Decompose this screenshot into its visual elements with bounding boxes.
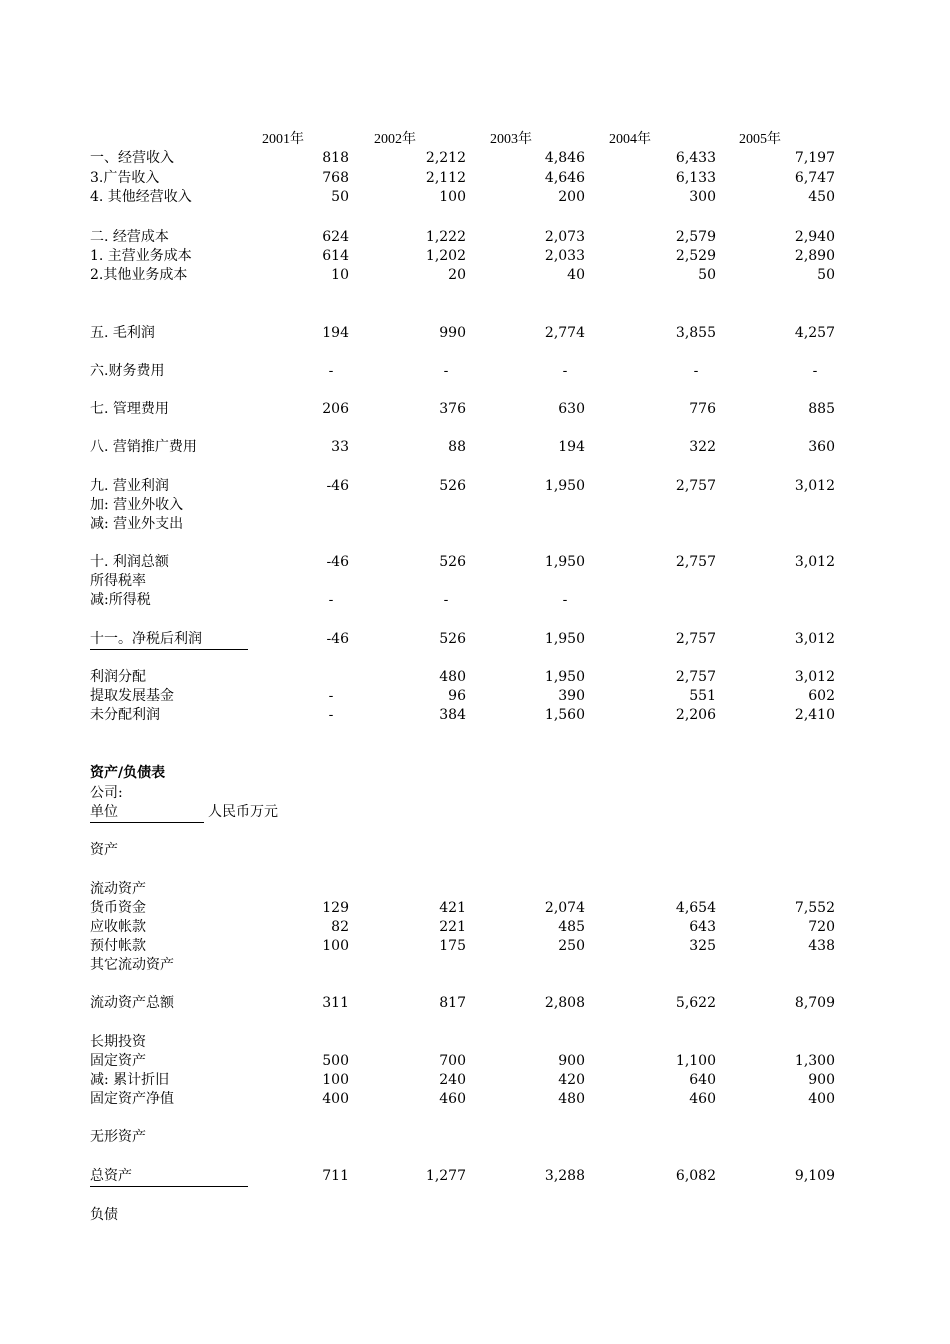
row-label: 固定资产 [90,1053,146,1069]
cell-value: 460 [689,1091,716,1107]
cell-value: - [562,592,568,608]
assets-heading: 资产 [90,842,118,858]
cell-value: 200 [558,189,585,205]
assets-heading-row [0,841,950,860]
row-profit-distribution [0,668,950,687]
cell-value: 100 [439,189,466,205]
cell-value: 885 [808,401,835,417]
row-total-assets [0,1167,950,1186]
row-label: 五. 毛利润 [90,325,155,341]
company-label: 公司: [90,785,123,801]
cell-value: 614 [322,248,349,264]
cell-value: 3,855 [675,325,716,341]
cell-value: 2,808 [544,995,585,1011]
row-label: 3.广告收入 [90,170,160,186]
cell-value: 50 [698,267,716,283]
cell-value: 4,257 [794,325,835,341]
cell-value: 325 [689,938,716,954]
cell-value: 1,277 [425,1168,466,1184]
cell-value: 1,950 [544,554,585,570]
row-label: 4. 其他经营收入 [90,189,192,205]
cell-value: 82 [331,919,349,935]
cell-value: 400 [322,1091,349,1107]
cell-value: 1,560 [544,707,585,723]
row-label: 固定资产净值 [90,1091,174,1107]
cell-value: 485 [558,919,585,935]
cell-value: 1,950 [544,669,585,685]
cell-value: 526 [439,631,466,647]
cell-value: 6,133 [675,170,716,186]
row-label: 总资产 [90,1167,248,1187]
cell-value: 768 [322,170,349,186]
cell-value: 1,222 [425,229,466,245]
row-total-current-assets [0,994,950,1013]
cell-value: 2,112 [425,170,466,186]
cell-value: -46 [326,554,349,570]
cell-value: 818 [322,150,349,166]
row-label: 货币资金 [90,900,146,916]
cell-value: 551 [689,688,716,704]
cell-value: 100 [322,938,349,954]
cell-value: 322 [689,439,716,455]
cell-value: 311 [322,995,349,1011]
cell-value: 40 [567,267,585,283]
row-operating-profit [0,477,950,496]
cell-value: 3,288 [544,1168,585,1184]
row-label: 未分配利润 [90,707,160,723]
cell-value: 3,012 [794,554,835,570]
cell-value: 900 [558,1053,585,1069]
cell-value: 3,012 [794,669,835,685]
row-label: 其它流动资产 [90,957,174,973]
row-ad-revenue [0,169,950,188]
cell-value: 643 [689,919,716,935]
row-label: 所得税率 [90,573,146,589]
cell-value: 2,940 [794,229,835,245]
cell-value: 10 [331,267,349,283]
cell-value: 8,709 [794,995,835,1011]
cell-value: 33 [331,439,349,455]
row-label: 应收帐款 [90,919,146,935]
liabilities-heading-row [0,1206,950,1225]
cell-value: 2,212 [425,150,466,166]
row-receivables [0,918,950,937]
row-label: 七. 管理费用 [90,401,169,417]
cell-value: 20 [448,267,466,283]
cell-value: 50 [331,189,349,205]
cell-value: - [328,592,334,608]
cell-value: 300 [689,189,716,205]
cell-value: 2,757 [675,478,716,494]
row-label: 二. 经营成本 [90,229,169,245]
cell-value: 1,950 [544,631,585,647]
row-label: 2.其他业务成本 [90,267,188,283]
row-label: 六.财务费用 [90,363,165,379]
row-other-cost [0,266,950,285]
year-header: 2002年 [374,132,416,147]
cell-value: 96 [448,688,466,704]
cell-value: 2,073 [544,229,585,245]
row-total-profit [0,553,950,572]
cell-value: 990 [439,325,466,341]
cell-value: - [328,707,334,723]
row-other-current-assets [0,956,950,975]
cell-value: 900 [808,1072,835,1088]
row-net-profit [0,630,950,649]
cell-value: 480 [439,669,466,685]
cell-value: 400 [808,1091,835,1107]
row-label: 提取发展基金 [90,688,174,704]
row-tax-rate [0,572,950,591]
cell-value: 390 [558,688,585,704]
row-fixed-assets [0,1052,950,1071]
cell-value: 7,197 [794,150,835,166]
cell-value: 817 [439,995,466,1011]
row-label: 减: 累计折旧 [90,1072,170,1088]
cell-value: 9,109 [794,1168,835,1184]
cell-value: 711 [322,1168,349,1184]
cell-value: 6,433 [675,150,716,166]
cell-value: 250 [558,938,585,954]
row-other-revenue [0,188,950,207]
cell-value: 420 [558,1072,585,1088]
cell-value: 720 [808,919,835,935]
unit-value: 人民币万元 [208,804,278,820]
cell-value: 206 [322,401,349,417]
row-gross-profit [0,324,950,343]
cell-value: - [562,363,568,379]
cell-value: 640 [689,1072,716,1088]
row-label: 减:所得税 [90,592,151,608]
cell-value: -46 [326,631,349,647]
row-intangible-assets [0,1128,950,1147]
cell-value: 175 [439,938,466,954]
year-header: 2003年 [490,132,532,147]
cell-value: 360 [808,439,835,455]
row-financial-expense [0,362,950,381]
cell-value: 194 [558,439,585,455]
cell-value: 221 [439,919,466,935]
cell-value: 2,757 [675,554,716,570]
cell-value: 526 [439,478,466,494]
year-header-row [0,130,950,149]
cell-value: 1,202 [425,248,466,264]
cell-value: 6,082 [675,1168,716,1184]
balance-sheet-title: 资产/负债表 [90,765,166,781]
cell-value: 776 [689,401,716,417]
liabilities-heading: 负债 [90,1207,118,1223]
cell-value: 421 [439,900,466,916]
cell-value: - [812,363,818,379]
year-header: 2001年 [262,132,304,147]
row-non-operating-expense [0,515,950,534]
cell-value: - [328,688,334,704]
cell-value: 2,206 [675,707,716,723]
row-label: 长期投资 [90,1034,146,1050]
cell-value: 3,012 [794,478,835,494]
row-marketing-expense [0,438,950,457]
cell-value: - [443,363,449,379]
cell-value: 1,100 [675,1053,716,1069]
balance-title-row [0,764,950,783]
cell-value: 5,622 [675,995,716,1011]
cell-value: 88 [448,439,466,455]
row-net-fixed-assets [0,1090,950,1109]
cell-value: 2,529 [675,248,716,264]
cell-value: 500 [322,1053,349,1069]
row-label: 十一。净税后利润 [90,630,248,650]
cell-value: 450 [808,189,835,205]
cell-value: 6,747 [794,170,835,186]
cell-value: 602 [808,688,835,704]
row-operating-cost [0,228,950,247]
cell-value: 4,654 [675,900,716,916]
row-label: 十. 利润总额 [90,554,169,570]
unit-label: 单位 [90,803,204,823]
cell-value: 240 [439,1072,466,1088]
cell-value: 700 [439,1053,466,1069]
current-assets-heading-row [0,880,950,899]
cell-value: 1,300 [794,1053,835,1069]
cell-value: 100 [322,1072,349,1088]
cell-value: 2,890 [794,248,835,264]
row-admin-expense [0,400,950,419]
cell-value: 376 [439,401,466,417]
cell-value: 4,646 [544,170,585,186]
cell-value: 129 [322,900,349,916]
cell-value: 438 [808,938,835,954]
row-label: 九. 营业利润 [90,478,169,494]
cell-value: 460 [439,1091,466,1107]
cell-value: 3,012 [794,631,835,647]
row-label: 八. 营销推广费用 [90,439,197,455]
current-assets-heading: 流动资产 [90,881,146,897]
cell-value: 2,033 [544,248,585,264]
row-non-operating-income [0,496,950,515]
row-prepayments [0,937,950,956]
year-header: 2004年 [609,132,651,147]
row-main-cost [0,247,950,266]
row-development-fund [0,687,950,706]
row-cash [0,899,950,918]
row-undistributed-profit [0,706,950,725]
cell-value: 194 [322,325,349,341]
row-label: 预付帐款 [90,938,146,954]
company-row [0,784,950,803]
cell-value: 630 [558,401,585,417]
cell-value: 480 [558,1091,585,1107]
cell-value: - [443,592,449,608]
cell-value: 7,552 [794,900,835,916]
row-label: 1. 主营业务成本 [90,248,192,264]
cell-value: 2,757 [675,669,716,685]
cell-value: 624 [322,229,349,245]
cell-value: 2,410 [794,707,835,723]
cell-value: 4,846 [544,150,585,166]
cell-value: 2,774 [544,325,585,341]
cell-value: -46 [326,478,349,494]
row-label: 一、经营收入 [90,150,174,166]
cell-value: 2,757 [675,631,716,647]
row-accumulated-depreciation [0,1071,950,1090]
row-income-tax [0,591,950,610]
row-label: 流动资产总额 [90,995,174,1011]
year-header: 2005年 [739,132,781,147]
cell-value: 2,579 [675,229,716,245]
row-label: 加: 营业外收入 [90,497,184,513]
cell-value: 50 [817,267,835,283]
unit-row [0,803,950,822]
row-long-term-investment [0,1033,950,1052]
row-operating-revenue [0,149,950,168]
cell-value: - [693,363,699,379]
cell-value: 2,074 [544,900,585,916]
cell-value: 526 [439,554,466,570]
row-label: 减: 营业外支出 [90,516,184,532]
cell-value: 1,950 [544,478,585,494]
row-label: 无形资产 [90,1129,146,1145]
cell-value: - [328,363,334,379]
cell-value: 384 [439,707,466,723]
row-label: 利润分配 [90,669,146,685]
